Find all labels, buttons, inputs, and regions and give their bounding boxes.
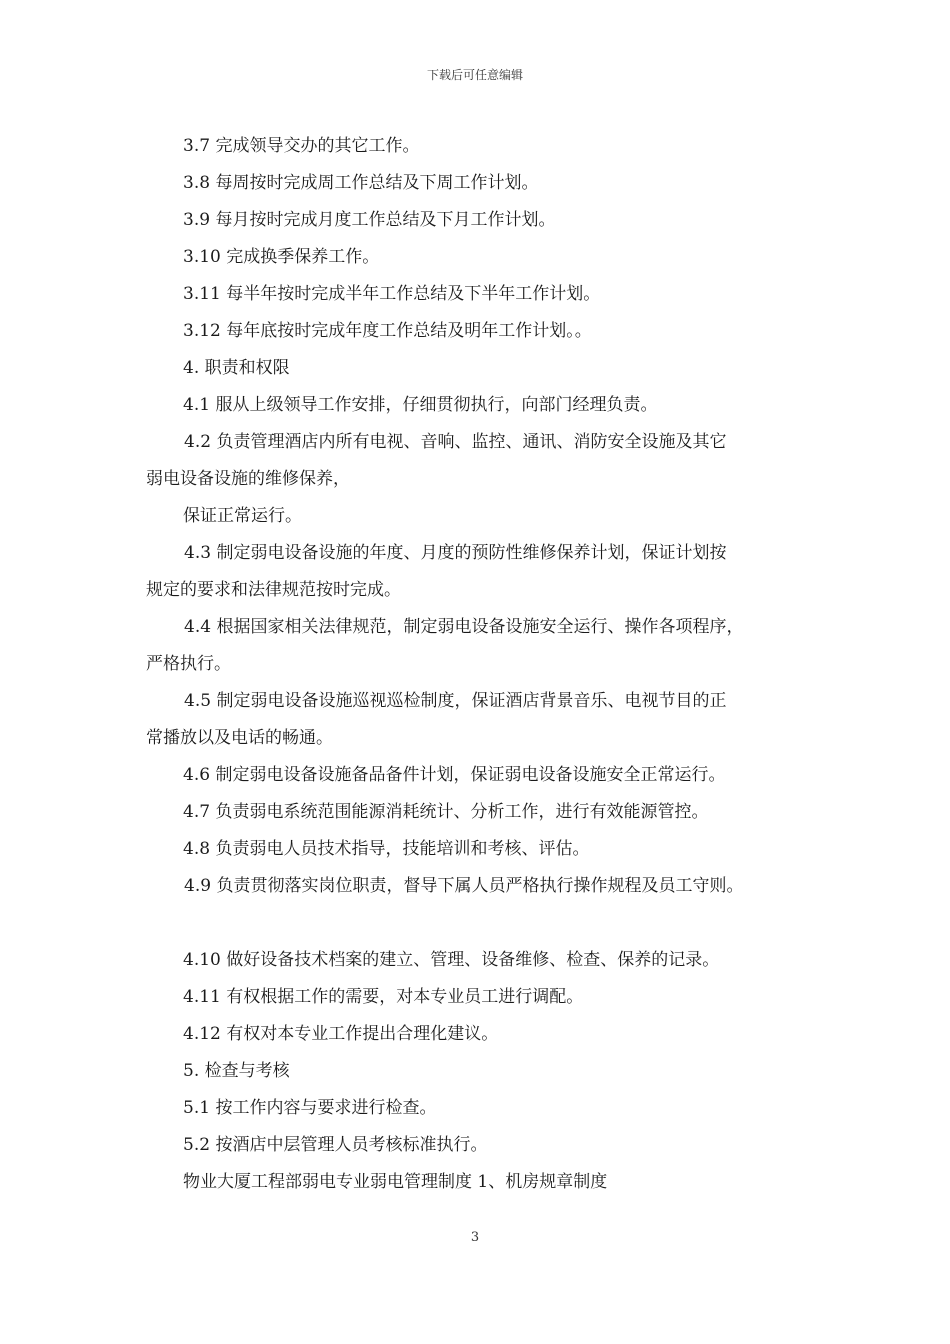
paragraph-3-12: 3.12 每年底按时完成年度工作总结及明年工作计划。。 xyxy=(183,321,592,341)
paragraph-4-5: 4.5 制定弱电设备设施巡视巡检制度，保证酒店背景音乐、电视节目的正 xyxy=(184,691,727,711)
paragraph-4-3: 4.3 制定弱电设备设施的年度、月度的预防性维修保养计划，保证计划按 xyxy=(184,543,727,563)
blank-line xyxy=(146,905,826,942)
paragraph-4-4-cont: 严格执行。 xyxy=(146,654,231,674)
paragraph-4-11: 4.11 有权根据工作的需要，对本专业员工进行调配。 xyxy=(183,987,584,1007)
paragraph-4-1: 4.1 服从上级领导工作安排，仔细贯彻执行，向部门经理负责。 xyxy=(183,395,658,415)
section-heading-4: 4. 职责和权限 xyxy=(183,358,290,378)
paragraph-4-6: 4.6 制定弱电设备设施备品备件计划，保证弱电设备设施安全正常运行。 xyxy=(183,765,726,785)
paragraph-4-2-cont: 弱电设备设施的维修保养， xyxy=(146,469,350,489)
closing-title-line: 物业大厦工程部弱电专业弱电管理制度 1、机房规章制度 xyxy=(183,1172,608,1192)
header-note: 下载后可任意编辑 xyxy=(426,68,523,82)
paragraph-4-2: 4.2 负责管理酒店内所有电视、音响、监控、通讯、消防安全设施及其它 xyxy=(184,432,727,452)
page-number: 3 xyxy=(470,1230,480,1245)
paragraph-5-2: 5.2 按酒店中层管理人员考核标准执行。 xyxy=(183,1135,488,1155)
paragraph-5-1: 5.1 按工作内容与要求进行检查。 xyxy=(183,1098,437,1118)
paragraph-3-11: 3.11 每半年按时完成半年工作总结及下半年工作计划。 xyxy=(183,284,601,304)
paragraph-4-2-cont2: 保证正常运行。 xyxy=(183,506,302,526)
paragraph-4-5-cont: 常播放以及电话的畅通。 xyxy=(146,728,333,748)
paragraph-4-4: 4.4 根据国家相关法律规范，制定弱电设备设施安全运行、操作各项程序， xyxy=(184,617,744,637)
paragraph-3-7: 3.7 完成领导交办的其它工作。 xyxy=(183,136,420,156)
document-body xyxy=(146,128,826,1201)
paragraph-3-10: 3.10 完成换季保养工作。 xyxy=(183,247,380,267)
section-heading-5: 5. 检查与考核 xyxy=(183,1061,290,1081)
paragraph-4-8: 4.8 负责弱电人员技术指导，技能培训和考核、评估。 xyxy=(183,839,590,859)
paragraph-4-9: 4.9 负责贯彻落实岗位职责，督导下属人员严格执行操作规程及员工守则。 xyxy=(184,876,744,896)
paragraph-4-7: 4.7 负责弱电系统范围能源消耗统计、分析工作，进行有效能源管控。 xyxy=(183,802,709,822)
paragraph-4-10: 4.10 做好设备技术档案的建立、管理、设备维修、检查、保养的记录。 xyxy=(183,950,720,970)
paragraph-3-8: 3.8 每周按时完成周工作总结及下周工作计划。 xyxy=(183,173,539,193)
paragraph-4-3-cont: 规定的要求和法律规范按时完成。 xyxy=(146,580,401,600)
paragraph-3-9: 3.9 每月按时完成月度工作总结及下月工作计划。 xyxy=(183,210,556,230)
paragraph-4-12: 4.12 有权对本专业工作提出合理化建议。 xyxy=(183,1024,499,1044)
